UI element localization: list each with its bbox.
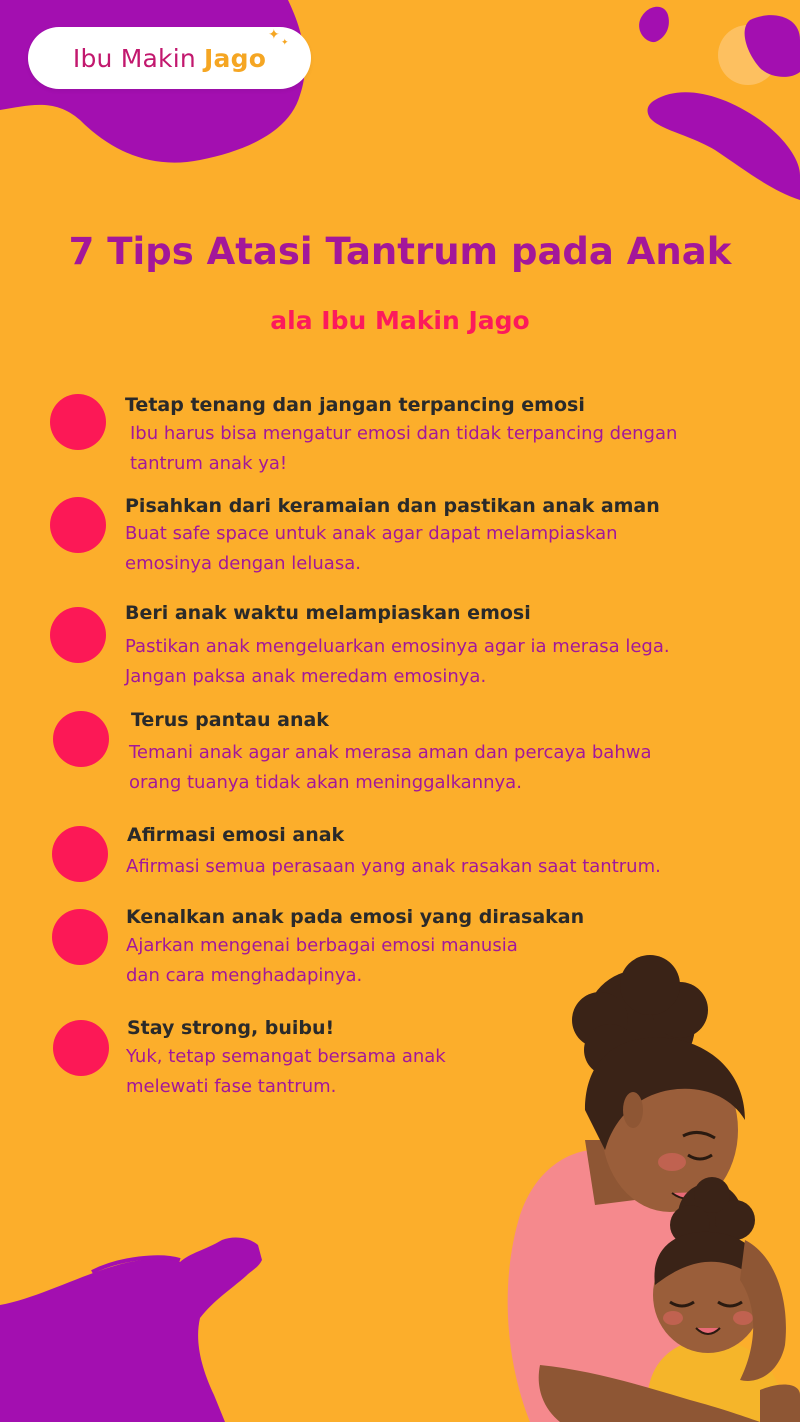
mother-ear <box>623 1092 643 1128</box>
tip-description-line: Jangan paksa anak meredam emosinya. <box>125 666 487 687</box>
page-title: 7 Tips Atasi Tantrum pada Anak <box>68 230 732 273</box>
sparkle-icon: ✦ <box>268 27 280 43</box>
tip-description-line: Temani anak agar anak merasa aman dan percaya bahwa <box>129 742 652 763</box>
tip-heading: Pisahkan dari keramaian dan pastikan anak aman <box>125 495 660 517</box>
tip-heading: Kenalkan anak pada emosi yang dirasakan <box>126 906 585 928</box>
page-subtitle: ala Ibu Makin Jago <box>270 306 530 335</box>
mother-hand <box>760 1385 800 1422</box>
tip-heading: Beri anak waktu melampiaskan emosi <box>125 602 531 624</box>
tip-description-line: Ibu harus bisa mengatur emosi dan tidak terpancing dengan <box>130 423 678 444</box>
tip-description-line: tantrum anak ya! <box>130 453 288 474</box>
tip-description-line: emosinya dengan leluasa. <box>125 553 361 574</box>
logo-text-part1: Ibu Makin <box>72 43 205 73</box>
tip-description-line: Pastikan anak mengeluarkan emosinya agar ia merasa lega. <box>125 636 670 657</box>
tip-description-line: Afirmasi semua perasaan yang anak rasakan saat tantrum. <box>126 856 661 877</box>
tip-description-line: Ajarkan mengenai berbagai emosi manusia <box>126 935 518 956</box>
tip-description-line: orang tuanya tidak akan meninggalkannya. <box>129 772 522 793</box>
tip-description-line: Yuk, tetap semangat bersama anak <box>126 1046 446 1067</box>
child-cheek-right <box>733 1311 753 1325</box>
logo-text-part2: Jago <box>204 43 267 73</box>
tip-heading: Terus pantau anak <box>131 709 329 731</box>
mother-cheek <box>658 1153 686 1171</box>
tip-heading: Stay strong, buibu! <box>127 1017 335 1039</box>
tip-heading: Tetap tenang dan jangan terpancing emosi <box>125 394 585 416</box>
sparkle-small-icon: ✦ <box>281 38 289 48</box>
tip-description-line: Buat safe space untuk anak agar dapat melampiaskan <box>125 523 618 544</box>
tip-description-line: melewati fase tantrum. <box>126 1076 337 1097</box>
tip-heading: Afirmasi emosi anak <box>127 824 345 846</box>
child-cheek-left <box>663 1311 683 1325</box>
tip-description-line: dan cara menghadapinya. <box>126 965 363 986</box>
